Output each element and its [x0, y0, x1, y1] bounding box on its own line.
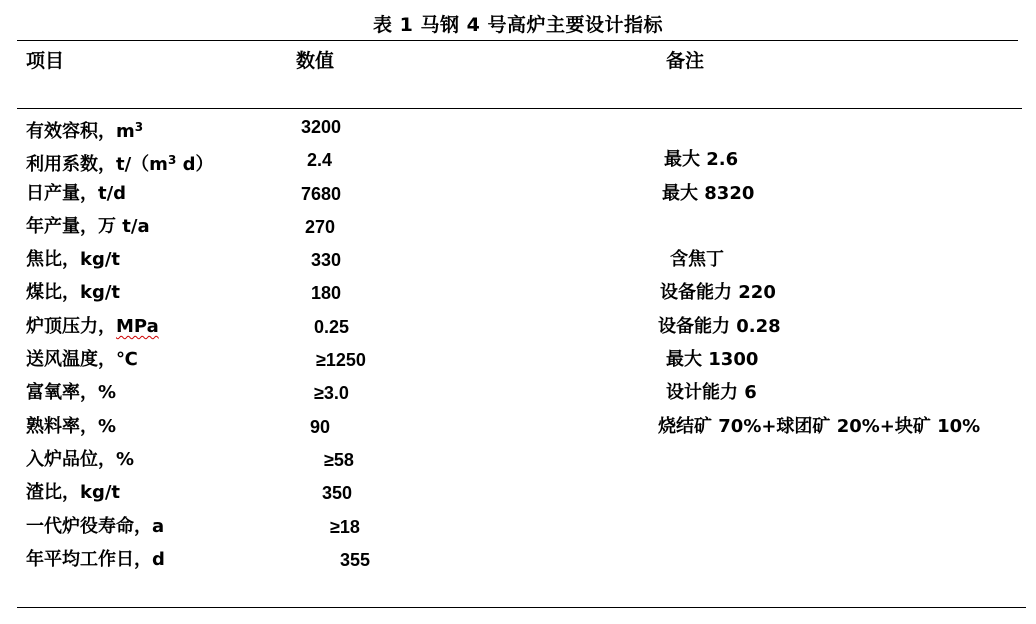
table-row [0, 547, 1036, 580]
row-note: 最大 8320 [662, 182, 755, 204]
row-value: 0.25 [314, 316, 350, 337]
table-row [0, 514, 1036, 547]
table-row [0, 147, 1036, 180]
row-note: 设备能力 220 [660, 282, 776, 304]
row-value: 3200 [301, 117, 342, 137]
header-item: 项目 [26, 50, 65, 72]
row-note: 最大 1300 [666, 349, 759, 371]
table-title: 表 1 马钢 4 号高炉主要设计指标 [373, 14, 663, 36]
table-header-rule [17, 108, 1022, 109]
table-bottom-rule [17, 607, 1026, 608]
table-row [0, 314, 1036, 347]
row-item: 熟料率，% [26, 415, 117, 437]
row-value: ≥3.0 [314, 383, 349, 404]
table-row [0, 414, 1036, 447]
table-body [0, 114, 1036, 580]
row-value: 7680 [301, 183, 342, 204]
table-top-rule [17, 40, 1018, 41]
row-item: 煤比，kg/t [26, 282, 121, 304]
row-item: 有效容积，$m^3$ [26, 120, 144, 142]
row-value: 180 [311, 283, 342, 304]
row-item: 一代炉役寿命，a [26, 515, 165, 537]
row-item: 渣比，kg/t [26, 482, 121, 504]
table-row [0, 347, 1036, 380]
row-value: ≥1250 [316, 350, 366, 371]
row-item: 利用系数，$t/(m^3$ d） [26, 153, 214, 176]
table-row [0, 114, 1036, 147]
row-value: ≥58 [324, 449, 354, 470]
row-value: 330 [311, 250, 342, 271]
table-row [0, 280, 1036, 313]
row-note: 含焦丁 [670, 249, 724, 271]
row-note: 设备能力 0.28 [658, 315, 781, 337]
header-value: 数值 [296, 50, 335, 72]
row-value: 350 [322, 483, 353, 504]
row-value: 355 [340, 549, 371, 570]
row-item: 送风温度，℃ [26, 349, 138, 371]
row-item: 年产量，万 t/a [26, 215, 150, 237]
row-value: ≥18 [330, 516, 360, 537]
row-note: 最大 2.6 [664, 149, 739, 171]
table-row [0, 480, 1036, 513]
table-row [0, 181, 1036, 214]
row-item: 富氧率，% [26, 382, 117, 404]
row-note: 设计能力 6 [666, 382, 757, 404]
row-value: 270 [305, 216, 336, 237]
table-row [0, 214, 1036, 247]
table-row [0, 380, 1036, 413]
table-row [0, 247, 1036, 280]
row-item: 入炉品位，% [26, 448, 135, 470]
header-note: 备注 [666, 50, 705, 72]
row-item: 年平均工作日，d [26, 548, 165, 570]
row-value: 90 [310, 416, 331, 437]
row-item: 炉顶压力，MPa [26, 315, 159, 337]
table-row [0, 447, 1036, 480]
row-note: 烧结矿 70%+球团矿 20%+块矿 10% [658, 415, 981, 437]
row-item: 日产量，t/d [26, 182, 127, 204]
row-value: 2.4 [307, 150, 333, 171]
row-item: 焦比，kg/t [26, 249, 121, 271]
